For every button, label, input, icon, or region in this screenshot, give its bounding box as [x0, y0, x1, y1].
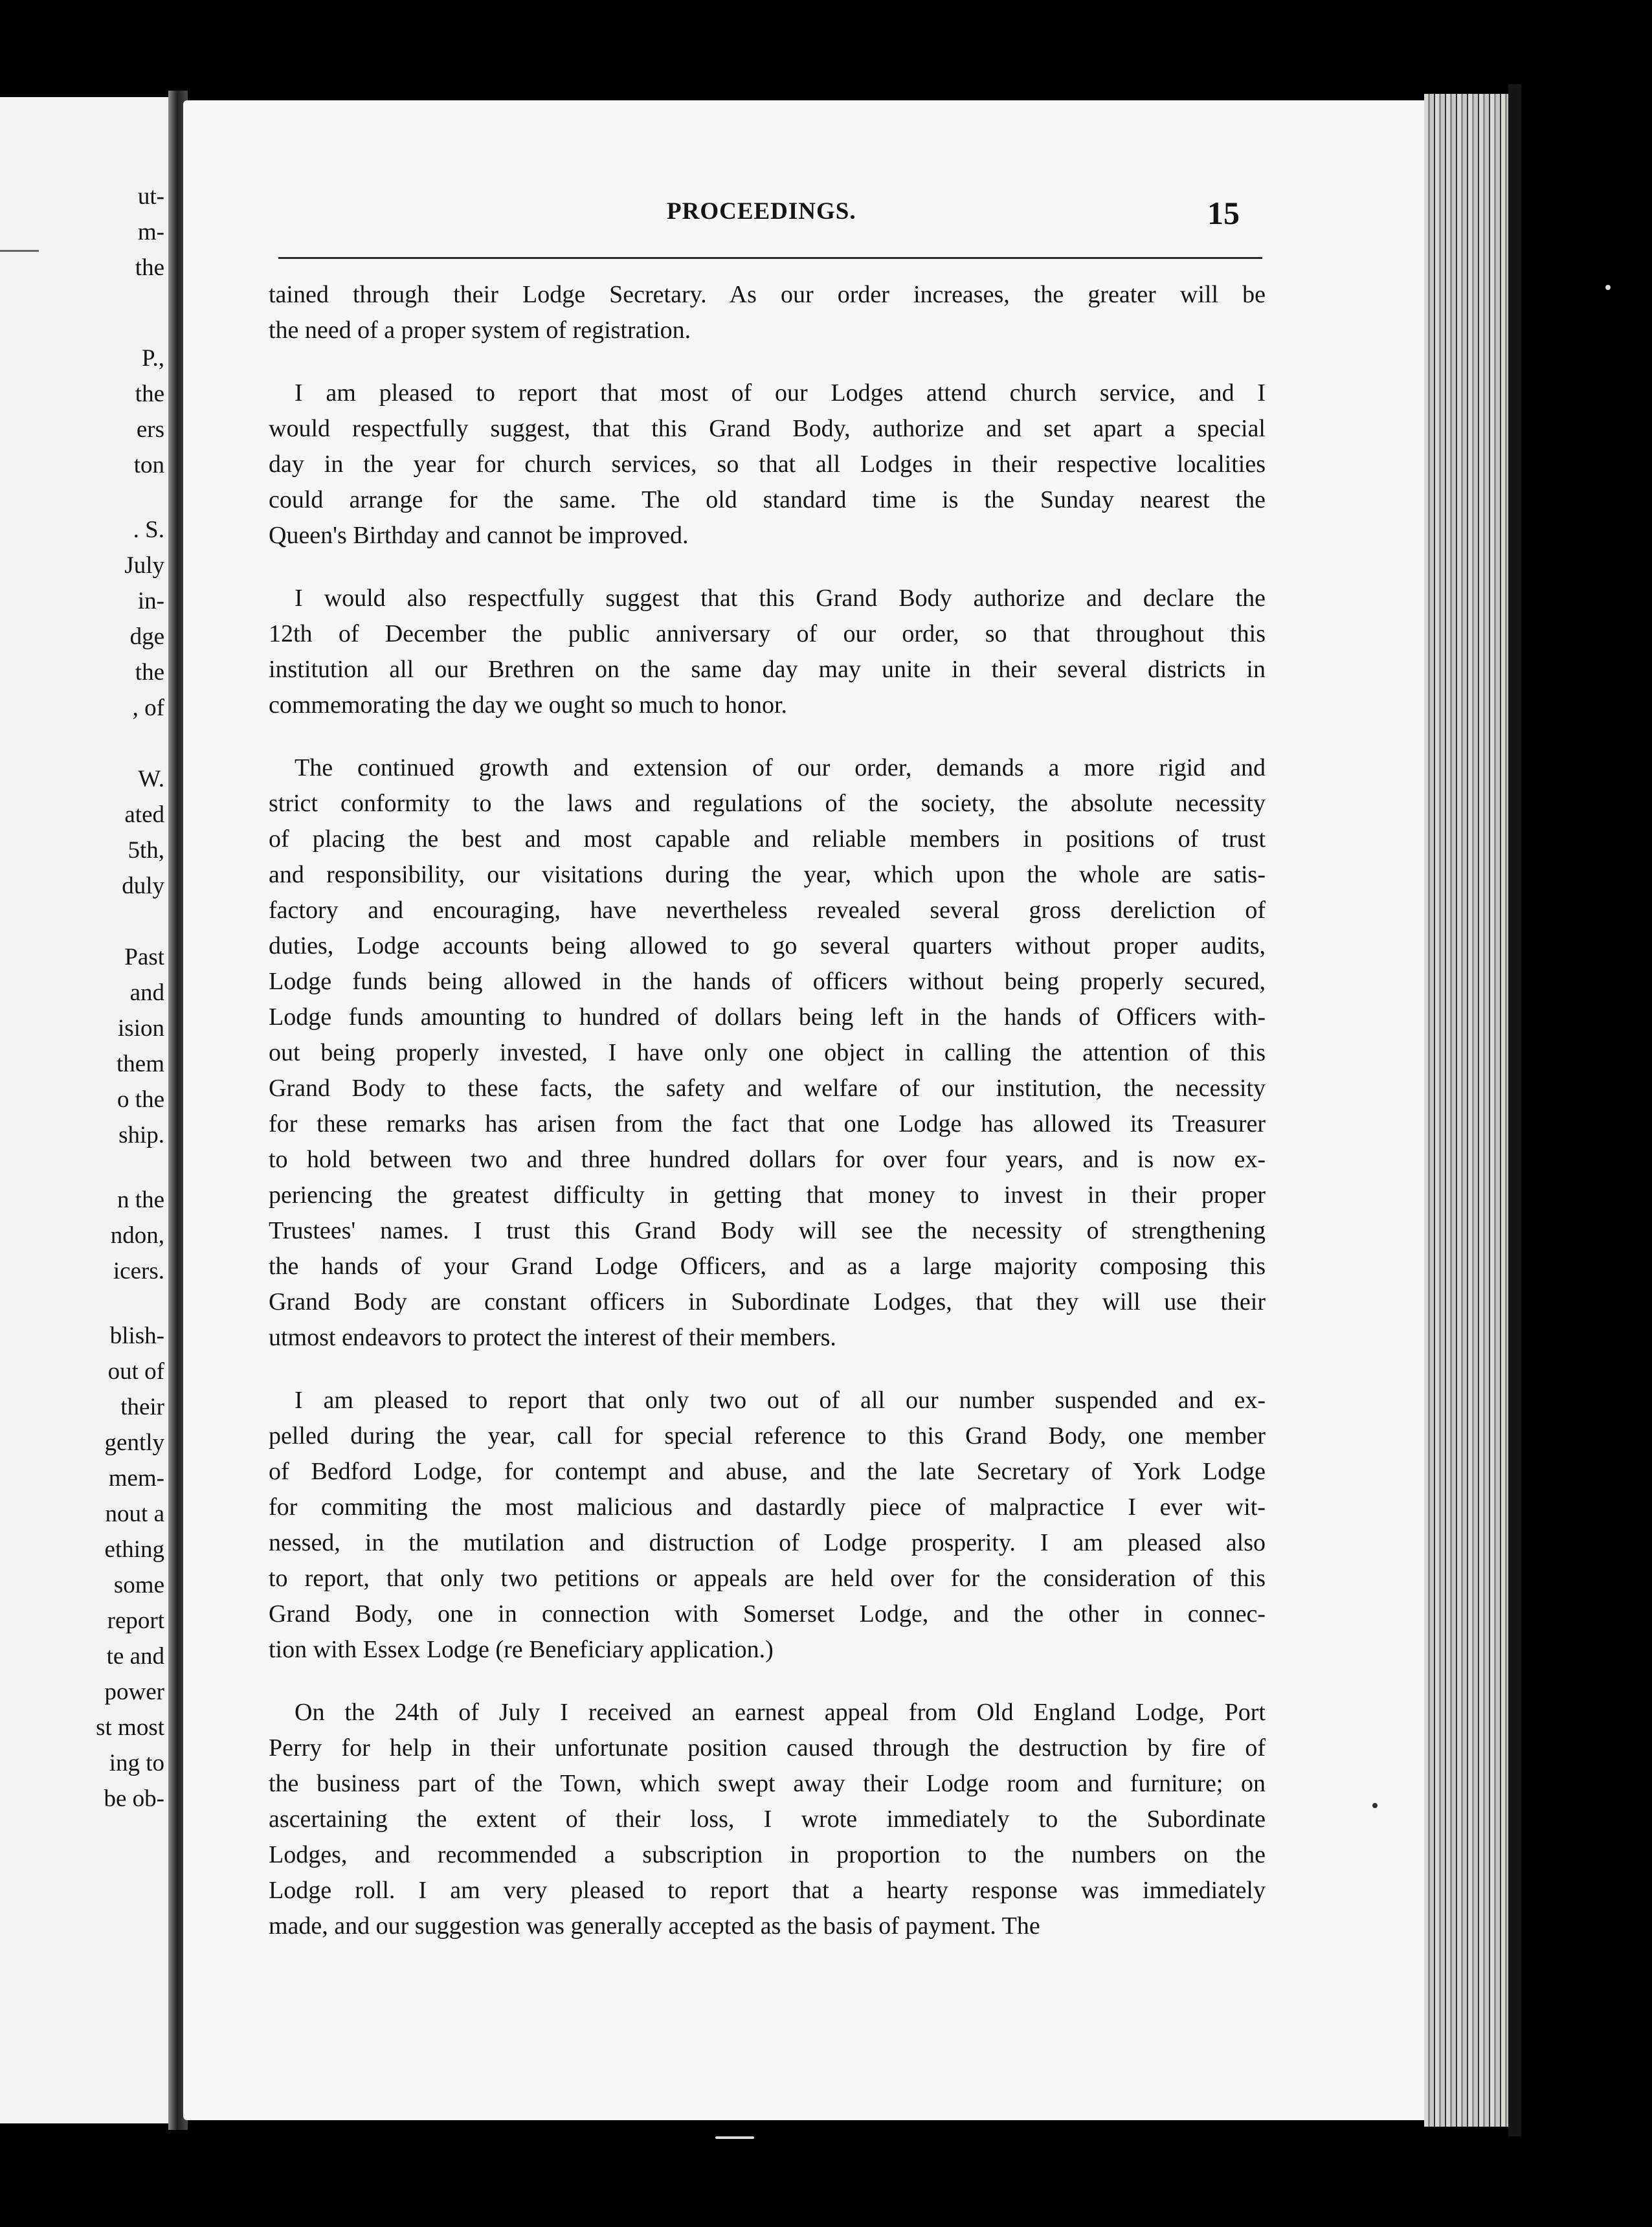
running-head: PROCEEDINGS. — [667, 198, 856, 225]
previous-page-fragment: and — [129, 979, 164, 1006]
previous-page-fragment: the — [135, 659, 164, 686]
previous-page-fragment: ship. — [118, 1122, 164, 1148]
previous-page-fragment: some — [113, 1572, 164, 1598]
previous-page-fragment: mem- — [108, 1465, 164, 1492]
text-line: could arrange for the same. The old standard time is the Sunday nearest the — [269, 486, 1266, 513]
text-line: I would also respectfully suggest that this Grand Body authorize and declare the — [295, 585, 1266, 612]
previous-page-fragment: power — [104, 1679, 164, 1705]
text-line: I am pleased to report that only two out of all our number suspended and ex- — [295, 1387, 1266, 1414]
previous-page-fragment: report — [107, 1607, 164, 1634]
previous-page-fragment: , of — [132, 695, 164, 721]
text-line: commemorating the day we ought so much to honor. — [269, 691, 788, 719]
text-line: out being properly invested, I have only one object in calling the attention of this — [269, 1039, 1266, 1066]
previous-page-fragment: dge — [129, 623, 164, 650]
previous-page-fragment: ing to — [109, 1750, 164, 1776]
text-line: factory and encouraging, have nevertheless revealed several gross dereliction of — [269, 897, 1266, 924]
text-line: On the 24th of July I received an earnest appeal from Old England Lodge, Port — [295, 1699, 1266, 1726]
scan-speck — [1372, 1803, 1378, 1808]
text-line: pelled during the year, call for special reference to this Grand Body, one member — [269, 1422, 1266, 1449]
previous-page-fragment: them — [117, 1051, 164, 1077]
text-line: for commiting the most malicious and dastardly piece of malpractice I ever wit- — [269, 1494, 1266, 1521]
text-line: and responsibility, our visitations during the year, which upon the whole are satis- — [269, 861, 1266, 888]
previous-page-fragment: nout a — [105, 1501, 164, 1527]
text-line: Lodge roll. I am very pleased to report that a hearty response was immediately — [269, 1877, 1266, 1904]
previous-page-fragment: be ob- — [104, 1785, 164, 1812]
text-line: Grand Body are constant officers in Subordinate Lodges, that they will use their — [269, 1288, 1266, 1315]
text-line: institution all our Brethren on the same day may unite in their several districts in — [269, 656, 1266, 683]
header-rule — [278, 257, 1262, 259]
text-line: ascertaining the extent of their loss, I wrote immediately to the Subordinate — [269, 1806, 1266, 1833]
page-number: 15 — [1207, 195, 1240, 231]
page-edge-shadow — [1508, 84, 1521, 2136]
text-line: The continued growth and extension of our order, demands a more rigid and — [295, 754, 1266, 781]
previous-page-fragment: duly — [122, 873, 164, 899]
text-line: for these remarks has arisen from the fact that one Lodge has allowed its Treasurer — [269, 1110, 1266, 1137]
text-line: Lodge funds being allowed in the hands of officers without being properly secured, — [269, 968, 1266, 995]
scan-speck — [1605, 285, 1611, 290]
text-line: periencing the greatest difficulty in getting that money to invest in their proper — [269, 1181, 1266, 1209]
previous-page-fragment: the — [135, 254, 164, 281]
text-line: to report, that only two petitions or appeals are held over for the consideration of this — [269, 1565, 1266, 1592]
previous-page-fragment: gently — [104, 1429, 164, 1456]
text-line: Lodge funds amounting to hundred of dollars being left in the hands of Officers with- — [269, 1003, 1266, 1031]
previous-page-fragment: ut- — [137, 183, 164, 210]
text-line: tained through their Lodge Secretary. As our order increases, the greater will be — [269, 281, 1266, 308]
text-line: would respectfully suggest, that this Grand Body, authorize and set apart a special — [269, 415, 1266, 442]
previous-page-fragment: te and — [106, 1643, 164, 1670]
previous-page-fragment: ated — [124, 801, 164, 828]
previous-page-fragment: their — [120, 1394, 164, 1420]
previous-page-fragment: o the — [117, 1086, 164, 1113]
text-line: Trustees' names. I trust this Grand Body will see the necessity of strengthening — [269, 1217, 1266, 1244]
text-line: of Bedford Lodge, for contempt and abuse, and the late Secretary of York Lodge — [269, 1458, 1266, 1485]
previous-page-fragment: ers — [136, 416, 164, 443]
previous-page-fragment: st most — [96, 1714, 164, 1741]
previous-page-fragment: the — [135, 381, 164, 407]
previous-page-fragment: Past — [124, 944, 164, 970]
previous-page-fragment: n the — [117, 1187, 164, 1213]
text-line: utmost endeavors to protect the interest of their members. — [269, 1324, 836, 1351]
previous-page-fragment: blish- — [109, 1323, 164, 1349]
text-line: tion with Essex Lodge (re Beneficiary application.) — [269, 1636, 774, 1663]
previous-page-fragment: ton — [133, 452, 164, 478]
text-line: the hands of your Grand Lodge Officers, and as a large majority composing this — [269, 1253, 1266, 1280]
text-line: 12th of December the public anniversary of our order, so that throughout this — [269, 620, 1266, 647]
scan-speck — [715, 2136, 754, 2139]
text-line: the business part of the Town, which swept away their Lodge room and furniture; on — [269, 1770, 1266, 1797]
text-line: to hold between two and three hundred dollars for over four years, and is now ex- — [269, 1146, 1266, 1173]
previous-page — [0, 97, 176, 2123]
previous-page-fragment: ething — [104, 1536, 164, 1563]
text-line: made, and our suggestion was generally accepted as the basis of payment. The — [269, 1912, 1040, 1940]
text-line: Lodges, and recommended a subscription in proportion to the numbers on the — [269, 1841, 1266, 1868]
page-edges — [1424, 94, 1508, 2127]
text-line: Grand Body to these facts, the safety and welfare of our institution, the necessity — [269, 1075, 1266, 1102]
text-line: Perry for help in their unfortunate position caused through the destruction by fire of — [269, 1734, 1266, 1762]
text-line: the need of a proper system of registration. — [269, 317, 691, 344]
previous-page-fragment: icers. — [113, 1258, 164, 1284]
previous-page-fragment: ision — [118, 1015, 164, 1042]
text-line: duties, Lodge accounts being allowed to go several quarters without proper audits, — [269, 932, 1266, 959]
text-line: I am pleased to report that most of our Lodges attend church service, and I — [295, 379, 1266, 407]
left-page-rule — [0, 250, 39, 252]
previous-page-fragment: . S. — [133, 517, 164, 543]
text-line: Grand Body, one in connection with Somerset Lodge, and the other in connec- — [269, 1600, 1266, 1628]
previous-page-fragment: m- — [137, 219, 164, 245]
previous-page-fragment: P., — [142, 345, 164, 372]
previous-page-fragment: July — [124, 552, 164, 579]
text-line: strict conformity to the laws and regulations of the society, the absolute necessity — [269, 790, 1266, 817]
previous-page-fragment: 5th, — [128, 837, 164, 864]
text-line: nessed, in the mutilation and distruction of Lodge prosperity. I am pleased also — [269, 1529, 1266, 1556]
previous-page-fragment: in- — [137, 588, 164, 614]
previous-page-fragment: out of — [107, 1358, 164, 1385]
previous-page-fragment: ndon, — [110, 1222, 164, 1249]
text-line: Queen's Birthday and cannot be improved. — [269, 522, 689, 549]
text-line: day in the year for church services, so that all Lodges in their respective localities — [269, 451, 1266, 478]
text-line: of placing the best and most capable and reliable members in positions of trust — [269, 825, 1266, 853]
previous-page-fragment: W. — [138, 766, 164, 792]
